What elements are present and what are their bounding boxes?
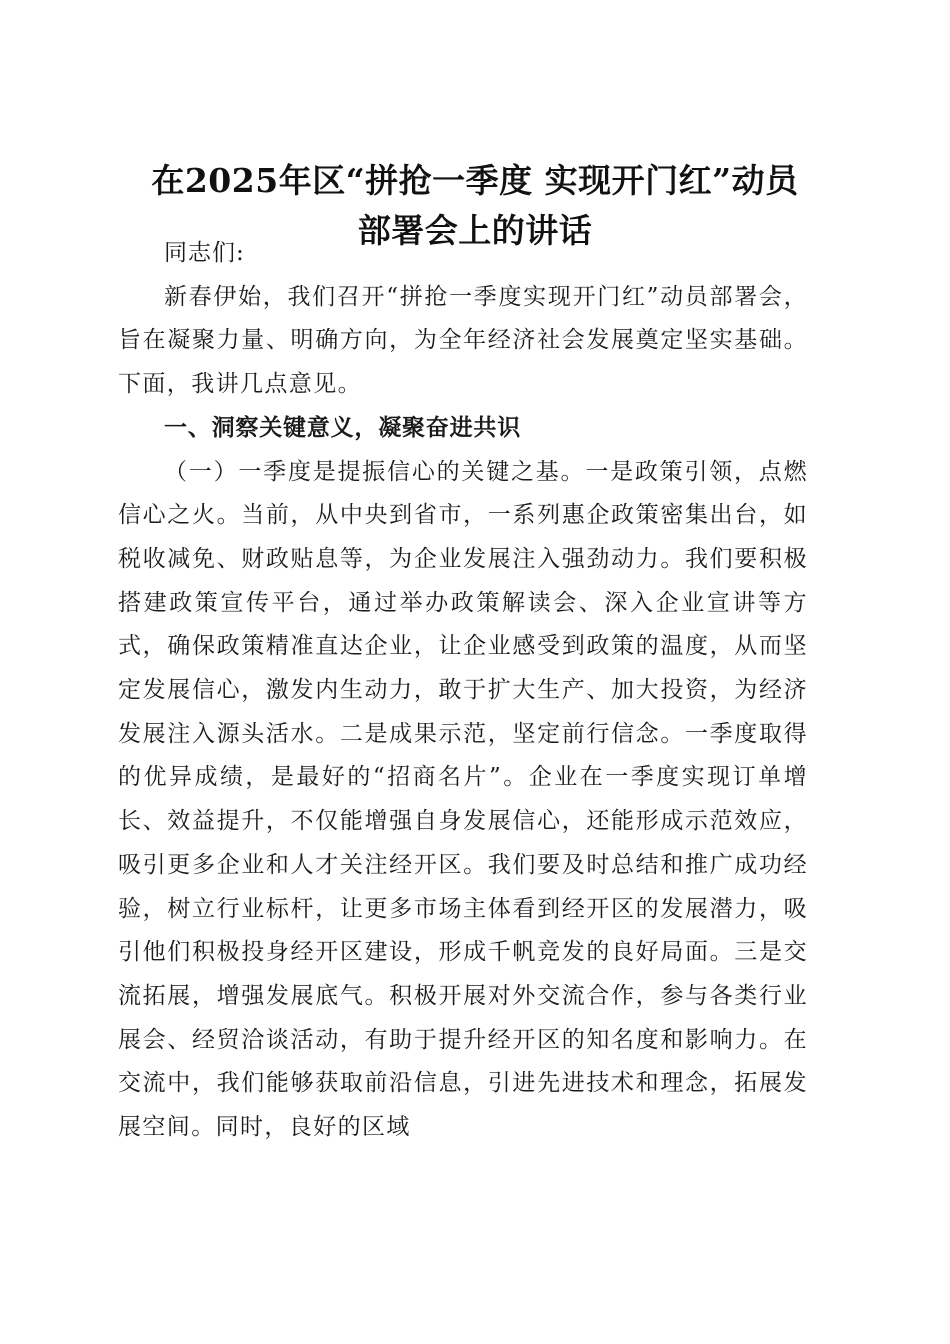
section-1-paragraph-1: （一）一季度是提振信心的关键之基。一是政策引领，点燃信心之火。当前，从中央到省市，一系列惠企政策密集出台，如税收减免、财政贴息等，为企业发展注入强劲动力。我们要积极搭建政策宣传平台，通过举办政策解读会、深入企业宣讲等方式，确保政策精准直达企业，让企业感受到政策的温度，从而坚定发展信心，激发内生动力，敢于扩大生产、加大投资，为经济发展注入源头活水。二是成果示范，坚定前行信念。一季度取得的优异成绩，是最好的“招商名片”。企业在一季度实现订单增长、效益提升，不仅能增强自身发展信心，还能形成示范效应，吸引更多企业和人才关注经开区。我们要及时总结和推广成功经验，树立行业标杆，让更多市场主体看到经开区的发展潜力，吸引他们积极投身经开区建设，形成千帆竞发的良好局面。三是交流拓展，增强发展底气。积极开展对外交流合作，参与各类行业展会、经贸洽谈活动，有助于提升经开区的知名度和影响力。在交流中，我们能够获取前沿信息，引进先进技术和理念，拓展发展空间。同时，良好的区域 bbox=[118, 458, 808, 1141]
title-line-1: 在2025年区“拼抢一季度 实现开门红”动员 bbox=[151, 161, 799, 201]
document-body bbox=[118, 232, 808, 1150]
salutation: 同志们: bbox=[164, 240, 245, 266]
intro-paragraph: 新春伊始，我们召开“拼抢一季度实现开门红”动员部署会，旨在凝聚力量、明确方向，为全年经济社会发展奠定坚实基础。下面，我讲几点意见。 bbox=[118, 283, 808, 398]
title-line-2: 部署会上的讲话 bbox=[357, 211, 593, 251]
section-heading-1: 一、洞察关键意义，凝聚奋进共识 bbox=[164, 414, 521, 441]
